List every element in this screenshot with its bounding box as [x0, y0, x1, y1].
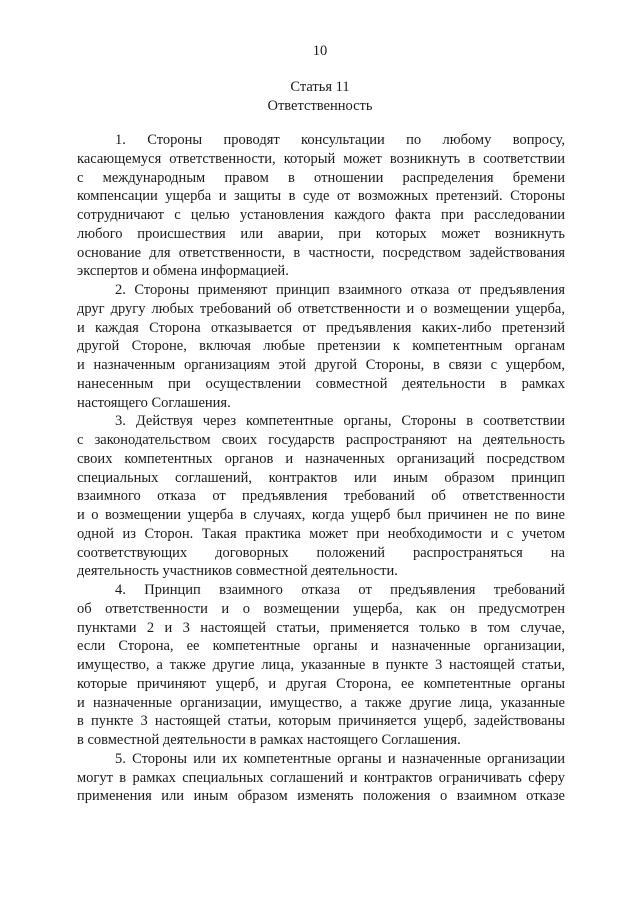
text-line: и каждая Сторона отказывается от предъявления каких-либо претензий [77, 319, 565, 336]
text-line: могут в рамках специальных соглашений и контрактов ограничивать сферу [77, 769, 565, 786]
paragraph-5 [77, 750, 565, 806]
text-line: любого происшествия или аварии, при которых может возникнуть [77, 225, 565, 242]
text-line: 4. Принцип взаимного отказа от предъявления требований [115, 582, 565, 598]
article-subtitle: Ответственность [267, 97, 373, 114]
text-line: в пункте 3 настоящей статьи, которым причиняется ущерб, задействованы [77, 713, 565, 730]
text-line: пунктами 2 и 3 настоящей статьи, применяется только в том случае, [77, 619, 565, 636]
text-line: деятельность участников совместной деятельности. [77, 563, 398, 580]
text-line: 2. Стороны применяют принцип взаимного отказа от предъявления [115, 282, 565, 298]
text-line: с законодательством своих государств распространяют на деятельность [77, 432, 565, 448]
text-line: 1. Стороны проводят консультации по любому вопросу, [115, 132, 565, 148]
text-line: одной из Сторон. Такая практика может при необходимости и с учетом [77, 525, 565, 542]
text-line: касающемуся ответственности, который может возникнуть в соответствии [77, 150, 565, 167]
text-line: экспертов и обмена информацией. [77, 263, 289, 280]
text-line: компенсации ущерба и защиты в суде от возможных претензий. Стороны [77, 188, 565, 205]
article-title: Статья 11 [290, 79, 350, 95]
text-line: об ответственности и о возмещении ущерба, как он предусмотрен [77, 600, 565, 617]
text-line: основание для ответственности, в частности, посредством задействования [77, 244, 565, 261]
text-line: взаимного отказа от предъявления требований об ответственности [77, 488, 565, 505]
text-line: с международным правом в отношении распределения бремени [77, 169, 565, 186]
paragraph-4 [77, 581, 565, 750]
text-line: применения или иным образом изменять положения о взаимном отказе [77, 788, 565, 805]
text-line: соответствующих договорных положений распространяться на [77, 544, 565, 561]
page-number: 10 [312, 43, 328, 59]
paragraph-3 [77, 412, 565, 581]
text-line: своих компетентных органов и назначенных организаций посредством [77, 450, 565, 467]
text-line: 3. Действуя через компетентные органы, Стороны в соответствии [115, 413, 565, 430]
text-line: и назначенные организации, имущество, а также другие лица, указанные [77, 694, 565, 711]
article-body [77, 131, 565, 806]
text-line: нанесенным при осуществлении совместной деятельности в рамках [77, 375, 565, 392]
article-heading [0, 78, 640, 115]
paragraph-1 [77, 131, 565, 281]
paragraph-2 [77, 281, 565, 412]
text-line: если Сторона, ее компетентные органы и назначенные организации, [77, 638, 565, 655]
text-line: другой Стороне, включая любые претензии к компетентным органам [77, 338, 565, 355]
text-line: в совместной деятельности в рамках настоящего Соглашения. [77, 732, 461, 748]
text-line: специальных соглашений, контрактов или иным образом принцип [77, 469, 565, 486]
text-line: 5. Стороны или их компетентные органы и назначенные организации [115, 750, 565, 767]
text-line: имущество, а также другие лица, указанные в пункте 3 настоящей статьи, [77, 657, 565, 673]
text-line: настоящего Соглашения. [77, 394, 231, 411]
text-line: которые причиняют ущерб, и другая Сторона, ее компетентные органы [77, 675, 565, 692]
text-line: и о возмещении ущерба в случаях, когда ущерб был причинен не по вине [77, 507, 565, 523]
text-line: сотрудничают с целью установления каждого факта при расследовании [77, 207, 565, 223]
text-line: друг другу любых требований об ответственности и о возмещении ущерба, [77, 300, 565, 317]
text-line: и назначенным организациям этой другой Стороны, в связи с ущербом, [77, 357, 565, 373]
